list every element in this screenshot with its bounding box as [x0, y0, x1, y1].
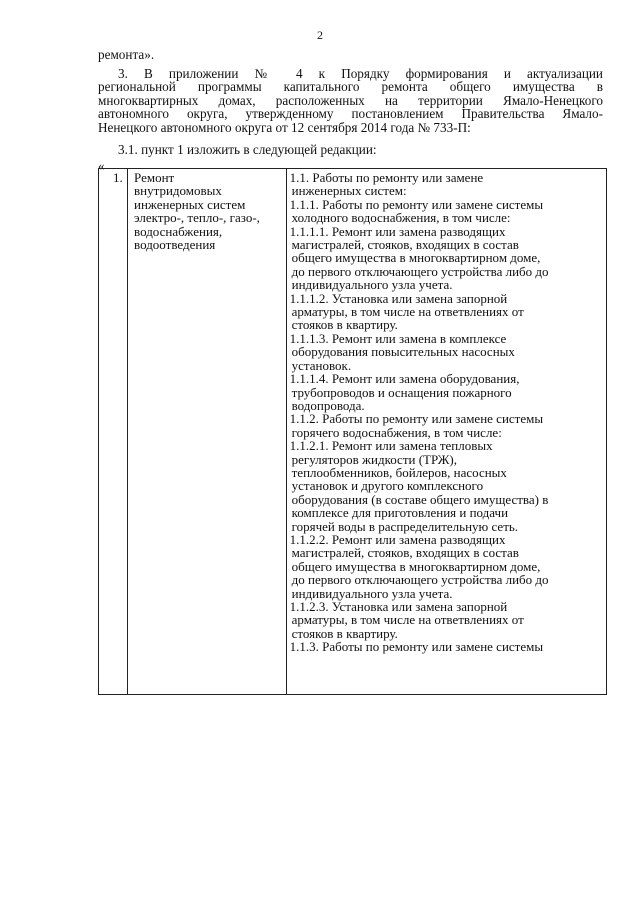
works-line: водопровода.: [291, 397, 365, 413]
page-number: 2: [317, 28, 323, 42]
works-line: общего имущества в многоквартирном доме,: [291, 558, 541, 574]
works-line: 1.1.1.1. Ремонт или замена разводящих: [289, 223, 506, 239]
works-line: 1.1.1.2. Установка или замена запорной: [289, 290, 508, 306]
system-name-line: водоотведения: [134, 237, 216, 253]
works-line: горячей воды в распределительную сеть.: [291, 518, 519, 534]
works-line: установок и другого комплексного: [291, 478, 484, 494]
works-line: общего имущества в многоквартирном доме,: [291, 250, 541, 266]
system-name-line: электро-, тепло-, газо-,: [134, 210, 260, 226]
paragraph-item-3-line: 3. В приложении № 4 к Порядку формирования и актуализации: [118, 66, 603, 81]
works-line: 1.1.1. Работы по ремонту или замене системы: [289, 196, 544, 212]
works-line: 1.1. Работы по ремонту или замене: [289, 170, 484, 185]
works-line: трубопроводов и оснащения пожарного: [291, 384, 512, 400]
repair-works-table: [98, 168, 607, 695]
works-line: оборудования повысительных насосных: [291, 344, 515, 360]
works-line: установок.: [291, 357, 352, 373]
works-line: холодного водоснабжения, в том числе:: [291, 210, 511, 226]
works-line: индивидуального узла учета.: [291, 585, 453, 601]
system-name-line: Ремонт: [134, 170, 175, 185]
works-line: магистралей, стояков, входящих в состав: [291, 237, 519, 253]
table-row: [99, 169, 607, 695]
works-line: оборудования (в составе общего имущества) в: [291, 491, 549, 507]
row-number: 1.: [113, 170, 123, 185]
works-line: 1.1.2.1. Ремонт или замена тепловых: [289, 438, 493, 454]
paragraph-item-3-line: Ненецкого автономного округа от 12 сентября 2014 года № 733-П:: [98, 119, 471, 135]
works-line: теплообменников, бойлеров, насосных: [291, 464, 507, 480]
paragraph-item-3-line: региональной программы капитального ремонта общего имущества в: [98, 79, 603, 95]
works-line: магистралей, стояков, входящих в состав: [291, 545, 519, 561]
works-line: 1.1.2.3. Установка или замена запорной: [289, 599, 508, 614]
paragraph-item-3-1: 3.1. пункт 1 изложить в следующей редакции:: [118, 142, 377, 157]
paragraph-item-3-line: многоквартирных домах, расположенных на территории Ямало-Ненецкого: [98, 92, 603, 108]
works-line: стояков в квартиру.: [291, 317, 398, 333]
system-name-line: инженерных систем: [134, 196, 246, 212]
works-list-cell: [286, 169, 606, 695]
works-line: 1.1.2.2. Ремонт или замена разводящих: [289, 531, 506, 547]
system-name-cell: [128, 169, 287, 695]
works-line: 1.1.2. Работы по ремонту или замене системы: [289, 411, 544, 427]
paragraph-ending: ремонта».: [98, 47, 155, 62]
works-line: до первого отключающего устройства либо до: [291, 572, 549, 588]
works-line: 1.1.1.4. Ремонт или замена оборудования,: [289, 371, 520, 387]
works-line: арматуры, в том числе на ответвлениях от: [291, 304, 524, 320]
system-name-line: внутридомовых: [134, 183, 222, 199]
works-line: арматуры, в том числе на ответвлениях от: [291, 612, 524, 628]
paragraph-item-3: [98, 67, 603, 134]
works-line: стояков в квартиру.: [291, 625, 398, 641]
paragraph-item-3-line: автономного округа, утвержденному постановлением Правительства Ямало-: [98, 106, 603, 122]
opening-quote-mark: «: [98, 158, 105, 173]
works-line: комплексе для приготовления и подачи: [291, 505, 509, 521]
works-line: до первого отключающего устройства либо до: [291, 263, 549, 279]
system-name-line: водоснабжения,: [134, 223, 223, 239]
works-line: инженерных систем:: [291, 183, 407, 199]
row-number-cell: [99, 169, 128, 695]
works-line: 1.1.3. Работы по ремонту или замене системы: [289, 639, 544, 655]
works-line: регуляторов жидкости (ТРЖ),: [291, 451, 457, 467]
works-line: 1.1.1.3. Ремонт или замена в комплексе: [289, 330, 507, 346]
works-line: горячего водоснабжения, в том числе:: [291, 424, 502, 440]
works-line: индивидуального узла учета.: [291, 277, 453, 293]
